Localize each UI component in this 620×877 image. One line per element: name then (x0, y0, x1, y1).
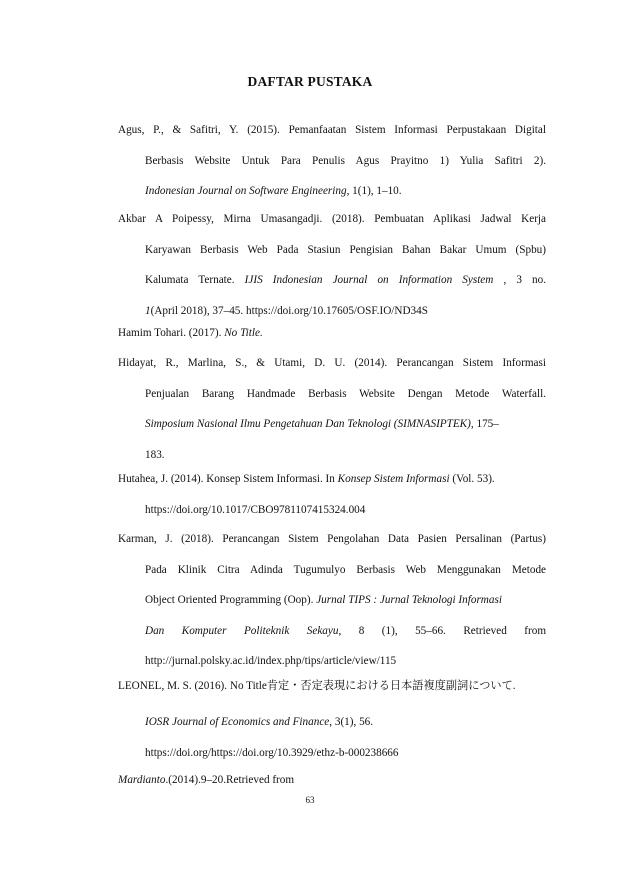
reference-line: Karman, J. (2018). Perancangan Sistem Pengolahan Data Pasien Persalinan (Partus) (118, 533, 546, 545)
reference-line: 183. (145, 448, 165, 461)
reference-entry (118, 212, 546, 334)
reference-line: Hutahea, J. (2014). Konsep Sistem Informasi. In Konsep Sistem Informasi (Vol. 53). (118, 473, 495, 485)
journal-title: Simposium Nasional Ilmu Pengetahuan Dan Teknologi (SIMNASIPTEK) (145, 418, 471, 430)
reference-line: LEONEL, M. S. (2016). No Title肯定・否定表現における日本語複度副詞について. (118, 680, 516, 692)
reference-line: Hamim Tohari. (2017). No Title. (118, 327, 263, 339)
reference-line: Mardianto.(2014).9–20.Retrieved from (118, 774, 295, 786)
journal-title: Jurnal TIPS : Jurnal Teknologi Informasi (316, 594, 502, 606)
reference-line: http://jurnal.polsky.ac.id/index.php/tips/article/view/115 (145, 655, 397, 667)
page-title: DAFTAR PUSTAKA (247, 74, 373, 89)
reference-line: https://doi.org/https://doi.org/10.3929/ethz-b-000238666 (145, 746, 399, 759)
reference-entry (118, 532, 546, 685)
reference-entry (118, 472, 546, 533)
reference-entry (118, 679, 546, 776)
reference-line: 1(April 2018), 37–45. https://doi.org/10.17605/OSF.IO/ND34S (145, 304, 428, 317)
journal-title: IOSR Journal of Economics and Finance (145, 716, 330, 728)
journal-title: Indonesian Journal on Software Engineering (145, 185, 347, 197)
page-number: 63 (305, 795, 315, 805)
reference-line: Object Oriented Programming (Oop). Jurnal TIPS : Jurnal Teknologi Informasi (145, 594, 502, 606)
reference-line: Indonesian Journal on Software Engineering, 1(1), 1–10. (145, 185, 402, 197)
reference-entry (118, 326, 546, 357)
reference-line: Dan Komputer Politeknik Sekayu, 8 (1), 55–66. Retrieved from (145, 624, 547, 637)
reference-line: Hidayat, R., Marlina, S., & Utami, D. U. (2014). Perancangan Sistem Informasi (118, 357, 546, 369)
reference-line: Kalumata Ternate. IJIS Indonesian Journal on Information System , 3 no. (145, 274, 547, 286)
reference-line: Agus, P., & Safitri, Y. (2015). Pemanfaatan Sistem Informasi Perpustakaan Digital (118, 124, 546, 136)
reference-line: Akbar A Poipessy, Mirna Umasangadji. (2018). Pembuatan Aplikasi Jadwal Kerja (118, 213, 546, 225)
book-title: Konsep Sistem Informasi (337, 473, 450, 485)
reference-line: Berbasis Website Untuk Para Penulis Agus Prayitno 1) Yulia Safitri 2). (145, 154, 546, 167)
reference-line: https://doi.org/10.1017/CBO9781107415324.004 (145, 503, 366, 516)
reference-entry (118, 356, 546, 478)
reference-line: Karyawan Berbasis Web Pada Stasiun Pengisian Bahan Bakar Umum (Spbu) (145, 243, 546, 256)
journal-title: IJIS Indonesian Journal on Information System (244, 274, 494, 286)
reference-line: IOSR Journal of Economics and Finance, 3(1), 56. (145, 716, 374, 728)
reference-entry (118, 123, 546, 215)
reference-line: Pada Klinik Citra Adinda Tugumulyo Berbasis Web Menggunakan Metode (145, 563, 546, 576)
reference-line: Simposium Nasional Ilmu Pengetahuan Dan Teknologi (SIMNASIPTEK), 175– (145, 418, 499, 430)
reference-line: Penjualan Barang Handmade Berbasis Website Dengan Metode Waterfall. (145, 387, 546, 400)
